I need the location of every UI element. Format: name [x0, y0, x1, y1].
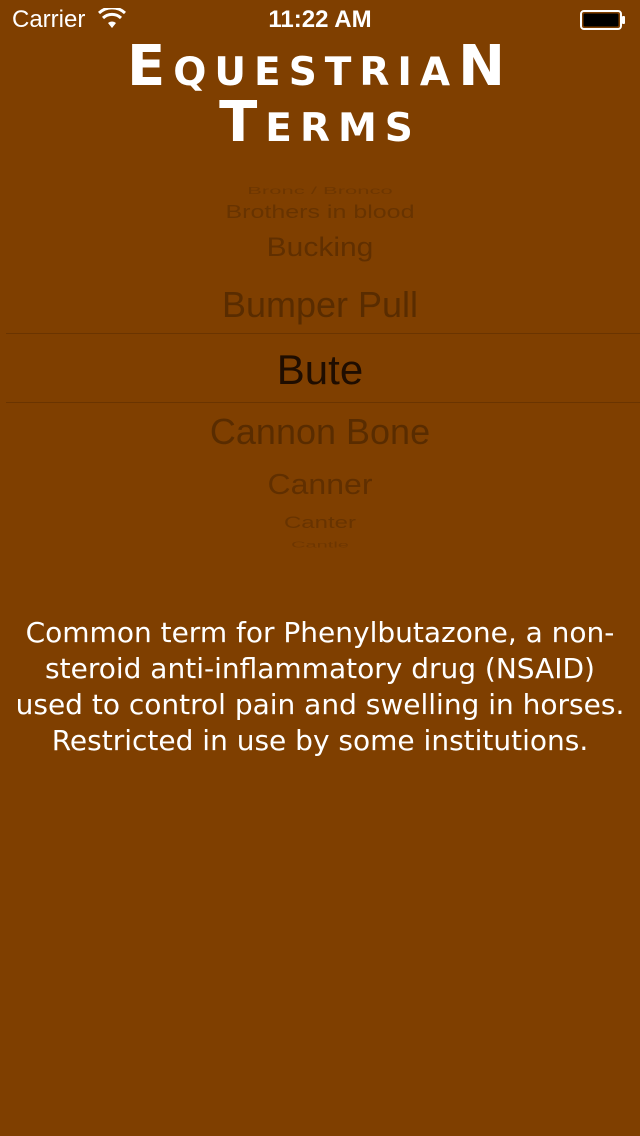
term-description: Common term for Phenylbutazone, a non-steroid anti-inflammatory drug (NSAID) used to control pain and swelling in horses. Restricted in use by some institutions. [15, 616, 625, 757]
app-title [0, 34, 640, 155]
term-picker[interactable] [0, 176, 640, 548]
picker-row[interactable]: Cannon Bone [209, 411, 431, 452]
picker-row[interactable]: Cantle [291, 540, 349, 548]
picker-selected-row[interactable]: Bute [276, 346, 364, 393]
title-line-2: Terms [219, 90, 421, 155]
carrier-label: Carrier [12, 6, 86, 33]
selection-divider-bottom [6, 402, 640, 403]
title-line-1: EquestriaN [126, 34, 513, 99]
picker-row[interactable]: Bucking [266, 232, 374, 263]
battery-icon [580, 10, 626, 30]
picker-row[interactable]: Brothers in blood [225, 201, 415, 223]
picker-row[interactable]: Bumper Pull [221, 284, 419, 325]
picker-row[interactable]: Canter [283, 513, 357, 533]
selection-divider-top [6, 333, 640, 334]
picker-row[interactable]: Canner [267, 467, 373, 501]
picker-row[interactable]: Bronc / Bronco [247, 185, 393, 197]
status-time: 11:22 AM [268, 6, 372, 33]
